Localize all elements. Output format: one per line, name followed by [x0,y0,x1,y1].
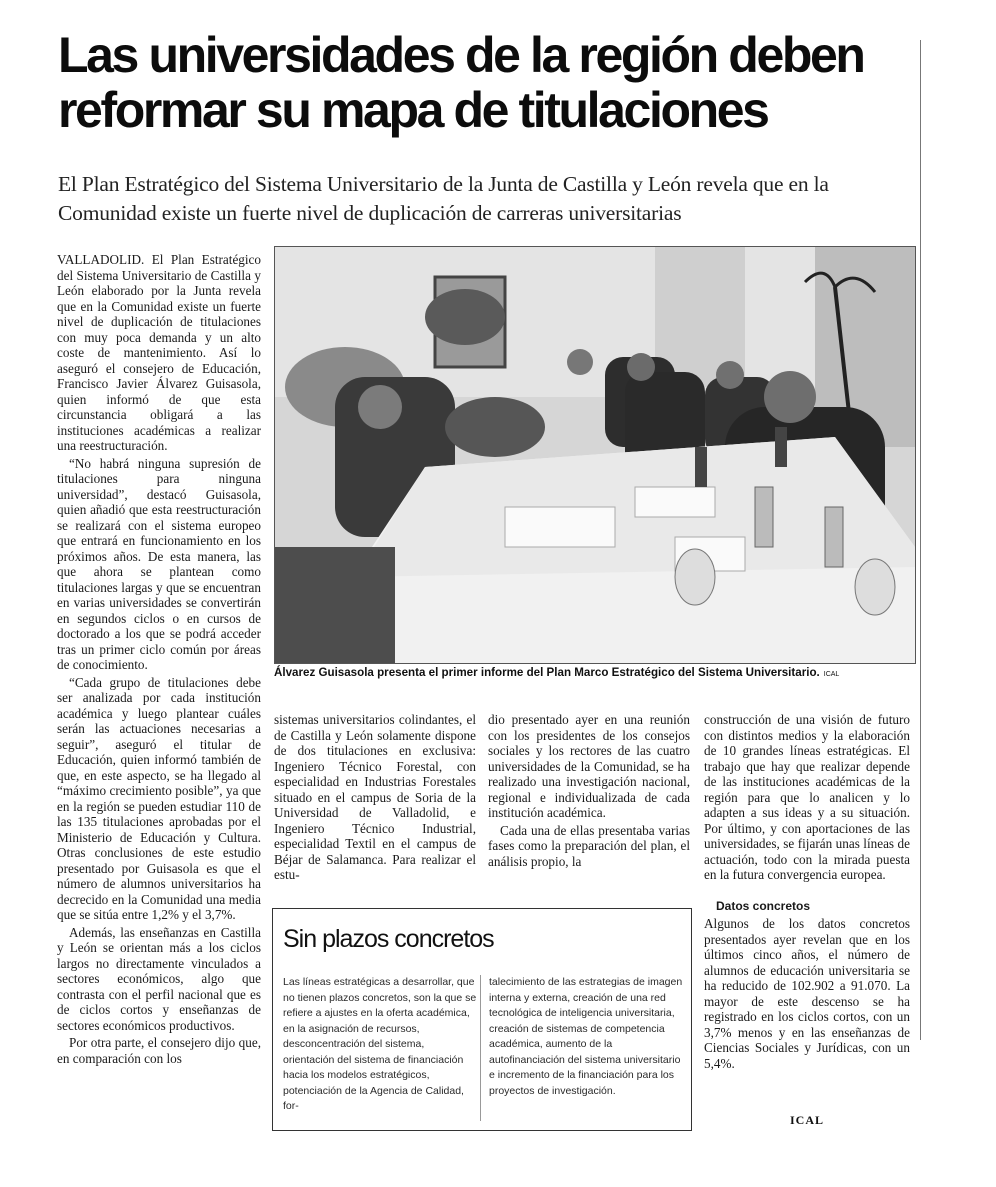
column-rule [920,40,921,1040]
paragraph: construcción de una visión de futuro con distintos medios y la elaboración de 10 grandes líneas estratégicas. El trabajo que hay que realizar depende de las instituciones académicas de la región para que lo analicen y lo adapten a sus ideas y a su situación. Por último, y con aportaciones de las universidades, se fijarán unas líneas de actuación, todo con la mirada puesta en la futura convergencia europea. [704,712,910,882]
sidebar-column-1: Las líneas estratégicas a desarrollar, que no tienen plazos concretos, son la que se refiere a ajustes en la oferta académica, en la asignación de recursos, desconcentración del sistema, orientación del sistema de financiación hacia los modelos estratégicos, potenciación de la Agencia de Calidad, for- [283,976,477,1112]
body-column-2 [274,712,476,885]
paragraph: Por otra parte, el consejero dijo que, en comparación con los [57,1035,261,1066]
sidebar-box [272,908,692,1131]
body-column-1 [57,252,261,1068]
photo-caption [274,666,914,679]
paragraph: “No habrá ninguna supresión de titulaciones para ninguna universidad”, destacó Guisasola, quien añadió que esta reestructuración se realizará con el sistema europeo que entrará en funcionamiento en los próximos años. De esta manera, las que ahora se plantean como titulaciones largas y que se encuentran en varias universidades se convertirán en segundos ciclos o en cursos de doctorado a los que se podrá acceder tras un primer ciclo común por áreas de conocimiento. [57,455,261,672]
sidebar-column-2: talecimiento de las estrategias de imagen interna y externa, creación de una red tecnológica de inteligencia universitaria, creación de sistemas de competencia académica, aumento de la autofinanciación del sistema universitario e incremento de la financiación para los proyectos de investigación. [489,976,683,1097]
paragraph: “Cada grupo de titulaciones debe ser analizada por cada institución académica y luego plantear cuáles serán las actuaciones necesarias a seguir”, aseguró el titular de Educación, quien informó también de que, en este aspecto, se ha llegado al “máximo crecimiento posible”, ya que en la región se pueden estudiar 110 de las 135 titulaciones aprobadas por el Ministerio de Educación y Cultura. Otras conclusiones de este estudio presentado por Guisasola es que el número de alumnos universitarios ha decrecido en la Comunidad una media que se sitúa entre 1,2% y el 3,7%. [57,674,261,922]
photo-credit: ICAL [823,671,840,678]
paragraph: Además, las enseñanzas en Castilla y León se orientan más a los ciclos largos no directamente vinculados a sectores económicos, algo que contrasta con el perfil nacional que es de ciclos cortos y enseñanzas de sectores económicos productivos. [57,924,261,1033]
caption-text: Álvarez Guisasola presenta el primer informe del Plan Marco Estratégico del Sistema Universitario. [274,666,820,679]
paragraph: dio presentado ayer en una reunión con los presidentes de los consejos sociales y los rectores de las cuatro universidades de la Comunidad, se ha realizado una investigación nacional, regional e individualizada de cada institución académica. [488,712,690,820]
article-headline: Las universidades de la región deben reformar su mapa de titulaciones [58,27,864,138]
sidebar-title: Sin plazos concretos [283,925,494,953]
paragraph: sistemas universitarios colindantes, el de Castilla y León solamente dispone de dos titulaciones en exclusiva: Ingeniero Técnico Forestal, con especialidad en Industrias Forestales situado en el campus de Soria de la Universidad de Valladolid, e Ingeniero Técnico Industrial, especialidad Textil en el campus de Béjar de Salamanca. Para realizar el estu- [274,712,476,882]
paragraph: Cada una de ellas presentaba varias fases como la preparación del plan, el análisis propio, la [488,822,690,869]
section-heading: Datos concretos [716,898,811,913]
body-column-4 [704,712,910,1073]
article-signature: ICAL [790,1113,825,1127]
paragraph: Algunos de los datos concretos presentados ayer revelan que en los últimos cinco años, el número de alumnos de educación universitaria se ha reducido de 102.902 a 91.070. La mayor de este descenso se ha registrado en los ciclos cortos, con un 3,7% menos y en las enseñanzas de Ciencias Sociales y Jurídicas, con un 5,4%. [704,916,910,1071]
paragraph: VALLADOLID. El Plan Estratégico del Sistema Universitario de Castilla y León elaborado por la Junta revela que en la Comunidad existe un fuerte nivel de duplicación de titulaciones con muy poca demanda y un alto coste de mantenimiento. Así lo aseguró el consejero de Educación, Francisco Javier Álvarez Guisasola, quien informó de que esta circunstancia obligará a las instituciones académicas a realizar una reestructuración. [57,252,261,453]
body-column-3 [488,712,690,871]
article-subheadline: El Plan Estratégico del Sistema Universitario de la Junta de Castilla y León revela que en la Comunidad existe un fuerte nivel de duplicación de carreras universitarias [58,172,829,225]
news-photo [274,246,916,664]
meeting-photo-illustration [275,247,915,663]
sidebar-divider [480,975,481,1121]
